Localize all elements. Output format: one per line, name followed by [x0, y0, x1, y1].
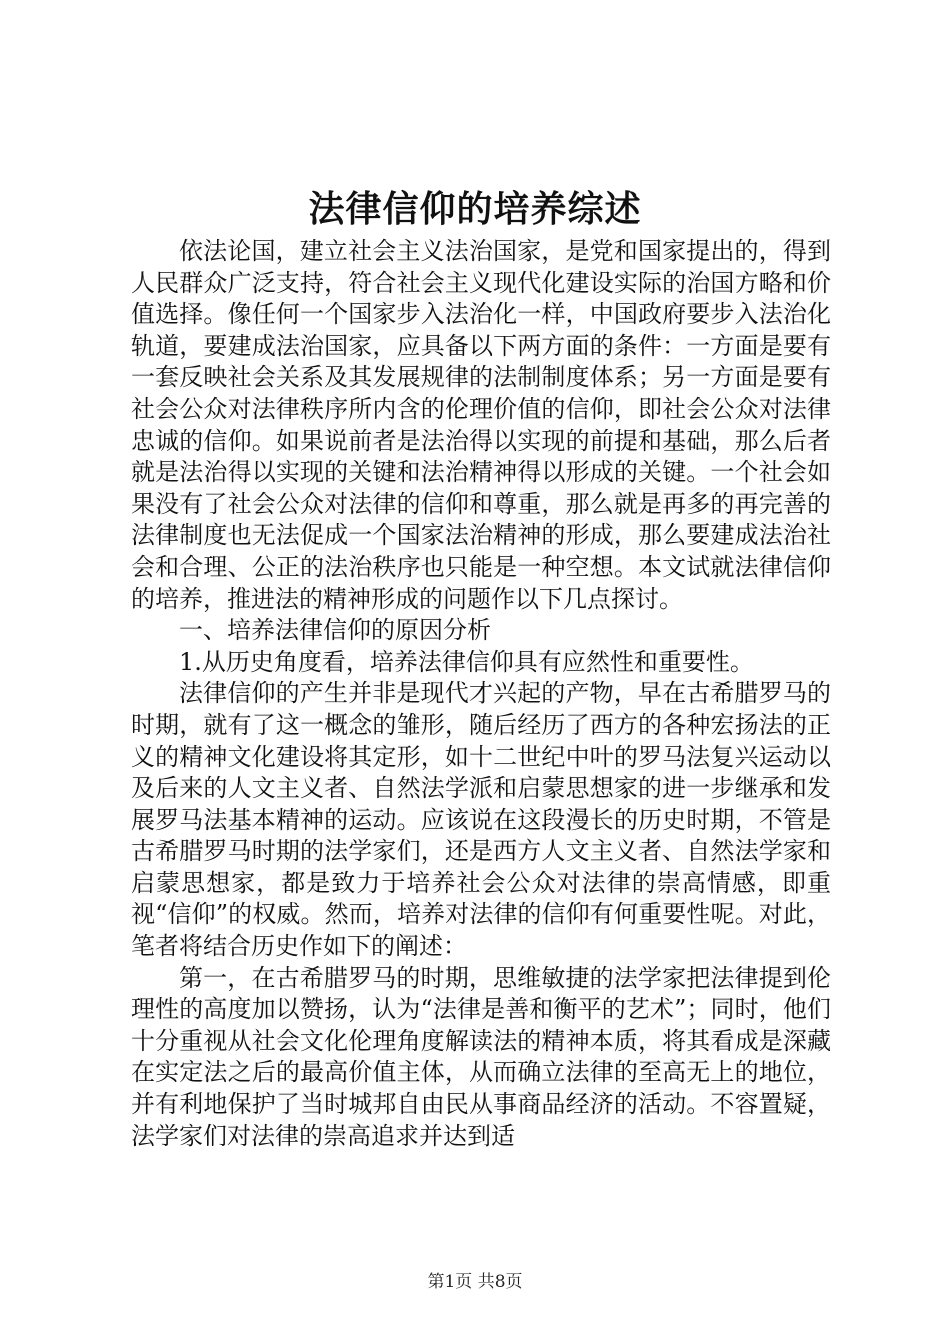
document-body [131, 236, 831, 1152]
subsection-heading: 1.从历史角度看，培养法律信仰具有应然性和重要性。 [179, 647, 754, 676]
document-title: 法律信仰的培养综述 [308, 188, 642, 230]
section-heading: 一、培养法律信仰的原因分析 [179, 616, 491, 645]
paragraph-first-point: 第一，在古希腊罗马的时期，思维敏捷的法学家把法律提到伦理性的高度加以赞扬，认为“法律是善和衡平的艺术”；同时，他们十分重视从社会文化伦理角度解读法的精神本质，将其看成是深藏在实定法之后的最高价值主体，从而确立法律的至高无上的地位，并有利地保护了当时城邦自由民从事商品经济的活动。不容置疑，法学家们对法律的崇高追求并达到适 [131, 963, 831, 1150]
page-number-footer: 第1页 共8页 [427, 1272, 523, 1292]
paragraph-history: 法律信仰的产生并非是现代才兴起的产物，早在古希腊罗马的时期，就有了这一概念的雏形，随后经历了西方的各种宏扬法的正义的精神文化建设将其定形，如十二世纪中叶的罗马法复兴运动以及后来的人文主义者、自然法学派和启蒙思想家的进一步继承和发展罗马法基本精神的运动。应该说在这段漫长的历史时期，不管是古希腊罗马时期的法学家们，还是西方人文主义者、自然法学家和启蒙思想家，都是致力于培养社会公众对法律的崇高情感，即重视“信仰”的权威。然而，培养对法律的信仰有何重要性呢。对此，笔者将结合历史作如下的阐述： [131, 679, 831, 961]
paragraph-intro: 依法论国，建立社会主义法治国家，是党和国家提出的，得到人民群众广泛支持，符合社会主义现代化建设实际的治国方略和价值选择。像任何一个国家步入法治化一样，中国政府要步入法治化轨道，要建成法治国家，应具备以下两方面的条件：一方面是要有一套反映社会关系及其发展规律的法制制度体系；另一方面是要有社会公众对法律秩序所内含的伦理价值的信仰，即社会公众对法律忠诚的信仰。如果说前者是法治得以实现的前提和基础，那么后者就是法治得以实现的关键和法治精神得以形成的关键。一个社会如果没有了社会公众对法律的信仰和尊重，那么就是再多的再完善的法律制度也无法促成一个国家法治精神的形成，那么要建成法治社会和合理、公正的法治秩序也只能是一种空想。本文试就法律信仰的培养，推进法的精神形成的问题作以下几点探讨。 [131, 237, 831, 613]
